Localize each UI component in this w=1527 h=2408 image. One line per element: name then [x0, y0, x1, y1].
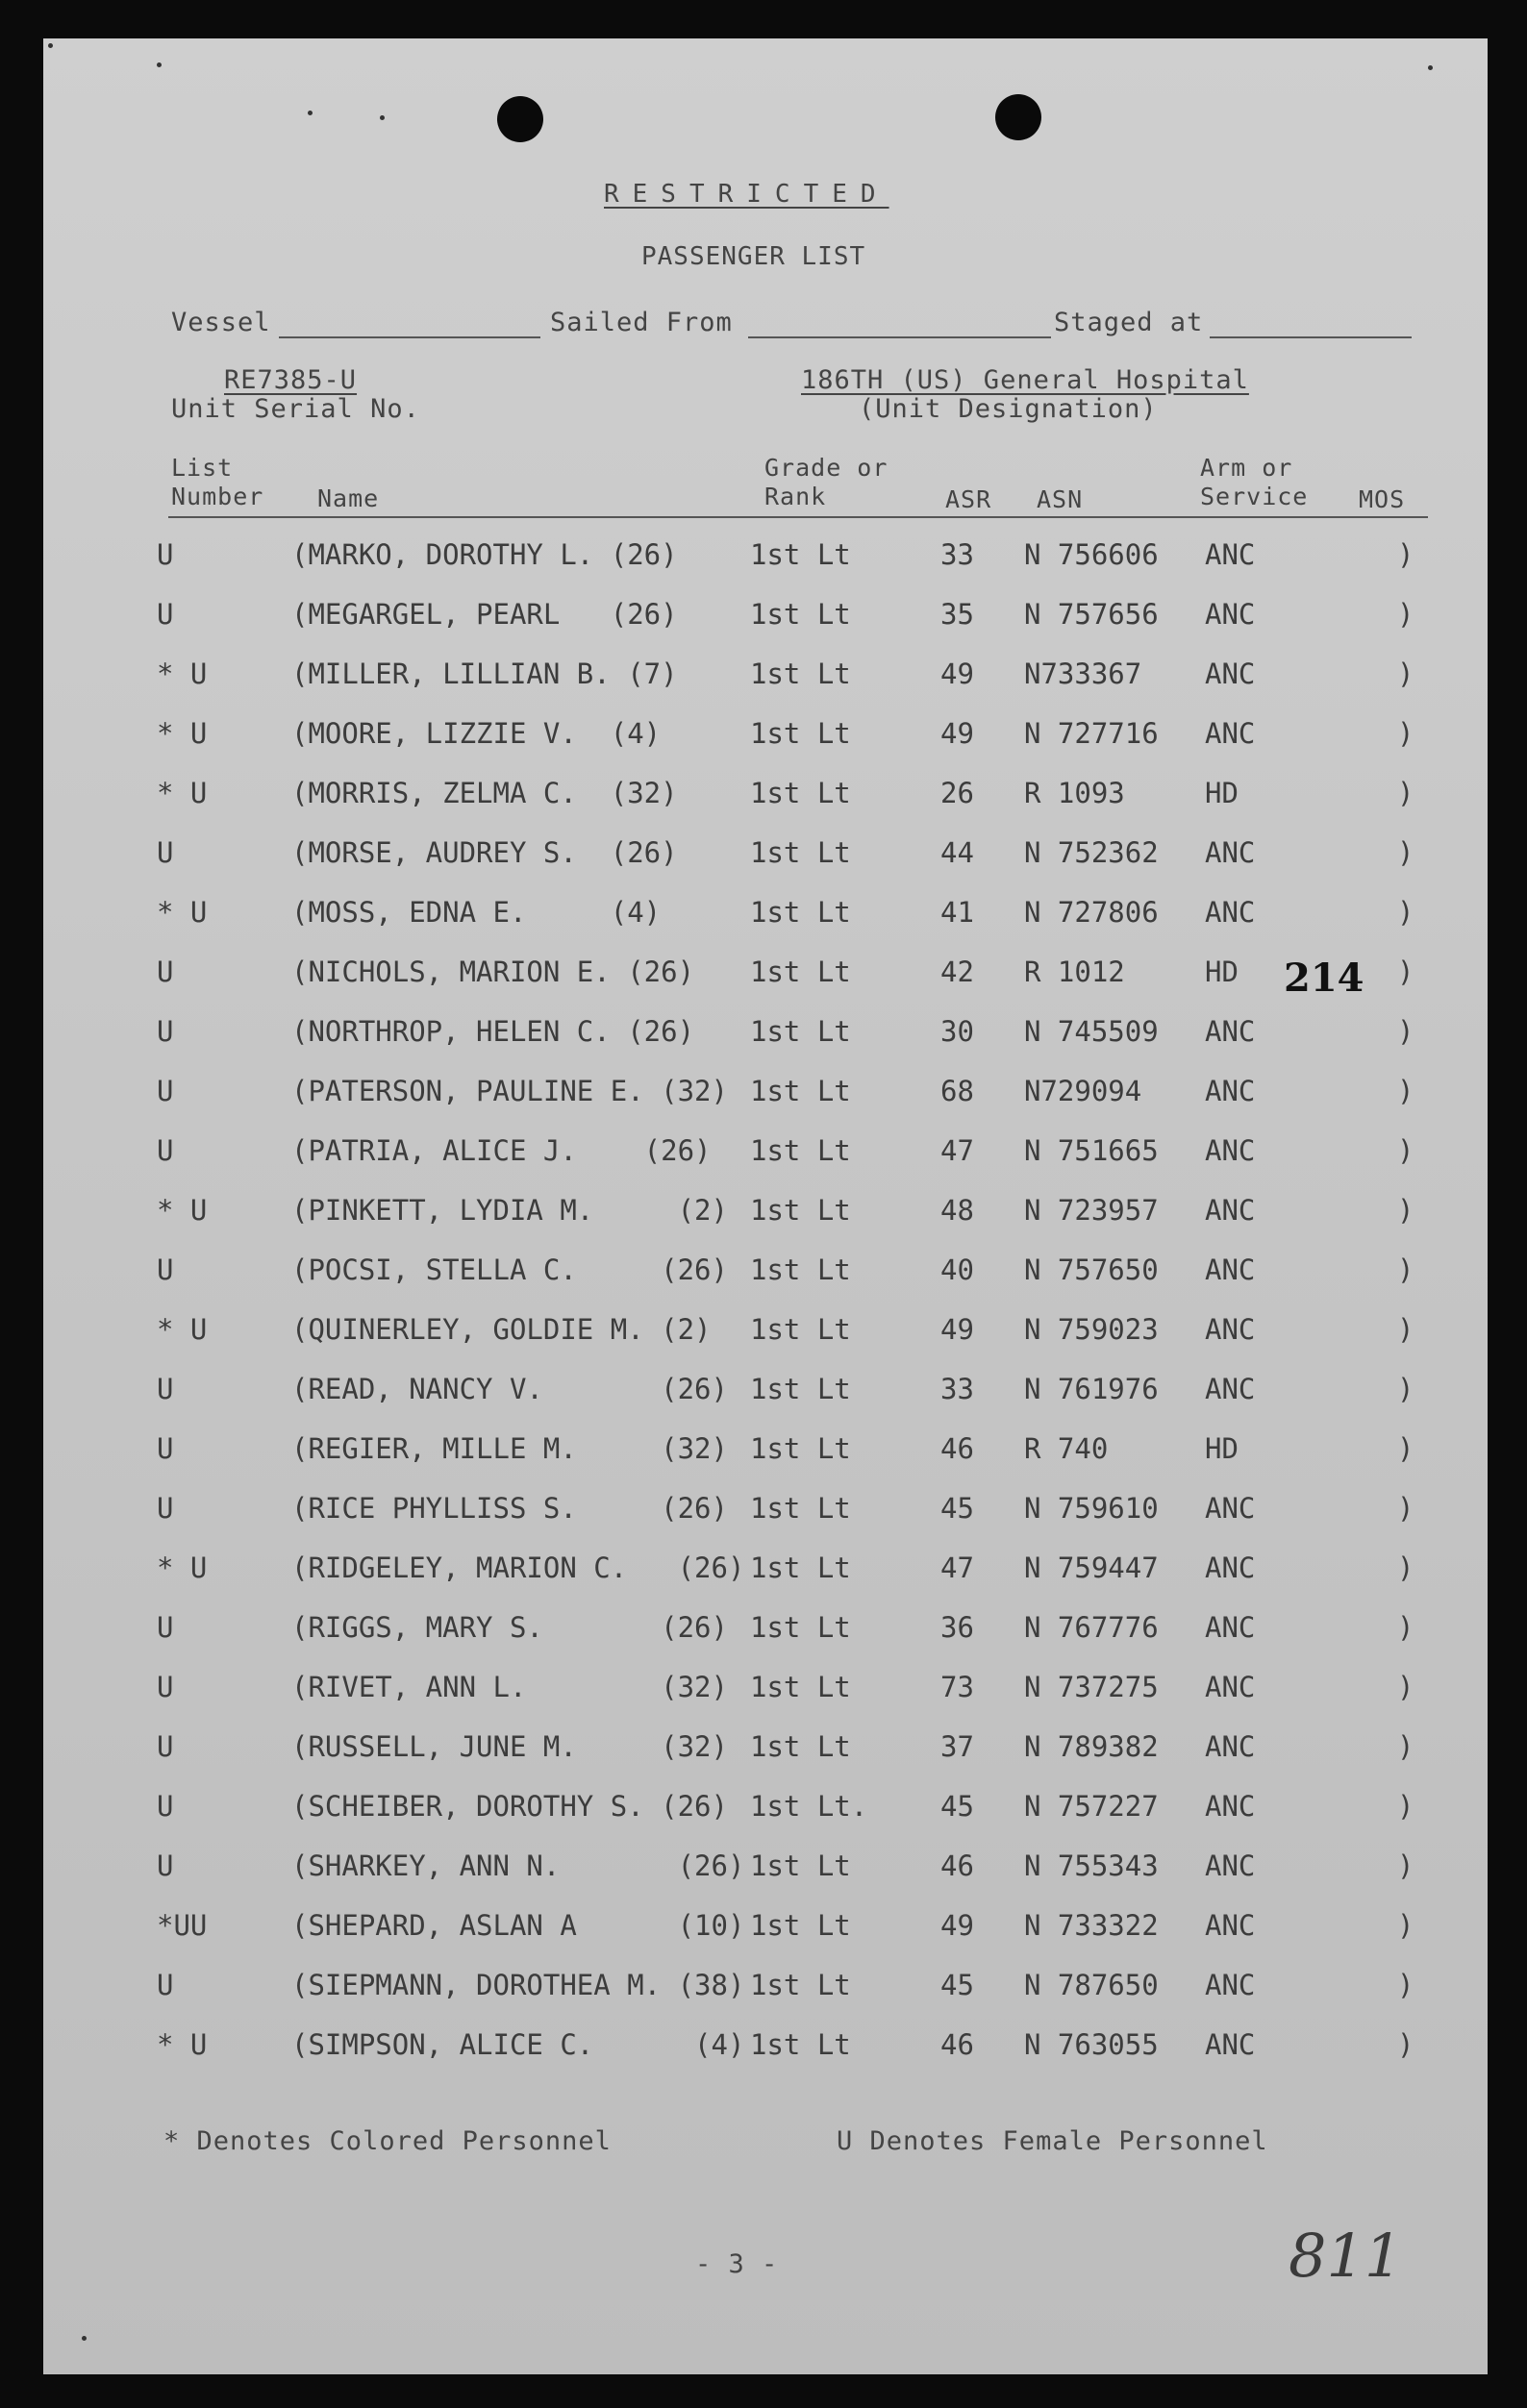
mos-value: )	[1397, 1194, 1414, 1227]
arm-service: ANC	[1205, 1790, 1256, 1823]
list-number: U	[157, 956, 174, 988]
grade-rank: 1st Lt	[750, 1254, 851, 1286]
col-arm-1: Arm or	[1200, 454, 1293, 482]
arm-service: ANC	[1205, 896, 1256, 929]
table-row	[43, 1909, 1488, 1948]
asr-value: 45	[940, 1492, 974, 1525]
mos-value: )	[1397, 1373, 1414, 1405]
arm-service: ANC	[1205, 1730, 1256, 1763]
list-number: * U	[157, 777, 208, 809]
arm-service: ANC	[1205, 1909, 1256, 1942]
asn-value: N 727716	[1024, 717, 1159, 750]
mos-value: )	[1397, 658, 1414, 690]
mos-value: )	[1397, 1671, 1414, 1703]
grade-rank: 1st Lt	[750, 1492, 851, 1525]
speck	[157, 62, 162, 67]
asn-value: N 761976	[1024, 1373, 1159, 1405]
table-row	[43, 598, 1488, 636]
asn-value: N 759610	[1024, 1492, 1159, 1525]
asr-value: 41	[940, 896, 974, 929]
asn-value: N 763055	[1024, 2028, 1159, 2061]
arm-service: ANC	[1205, 1492, 1256, 1525]
punch-hole-right	[995, 94, 1041, 140]
passenger-name: (PATRIA, ALICE J. (26)	[291, 1134, 712, 1167]
mos-value: )	[1397, 836, 1414, 869]
grade-rank: 1st Lt	[750, 1730, 851, 1763]
asr-value: 26	[940, 777, 974, 809]
grade-rank: 1st Lt	[750, 1075, 851, 1107]
passenger-name: (MEGARGEL, PEARL (26)	[291, 598, 678, 631]
arm-service: ANC	[1205, 598, 1256, 631]
list-number: * U	[157, 2028, 208, 2061]
asr-value: 40	[940, 1254, 974, 1286]
list-number: U	[157, 1849, 174, 1882]
asr-value: 37	[940, 1730, 974, 1763]
asr-value: 48	[940, 1194, 974, 1227]
document-page	[43, 38, 1488, 2374]
asr-value: 46	[940, 2028, 974, 2061]
female-personnel-note: U Denotes Female Personnel	[837, 2126, 1268, 2156]
mos-value: )	[1397, 1313, 1414, 1346]
asn-value: R 740	[1024, 1432, 1109, 1465]
staged-at-field-line	[1210, 336, 1412, 338]
list-number: * U	[157, 717, 208, 750]
table-row	[43, 1969, 1488, 2007]
list-number: * U	[157, 1552, 208, 1584]
asr-value: 44	[940, 836, 974, 869]
asn-value: N 767776	[1024, 1611, 1159, 1644]
asn-value: N 757227	[1024, 1790, 1159, 1823]
arm-service: ANC	[1205, 1611, 1256, 1644]
grade-rank: 1st Lt	[750, 538, 851, 571]
list-number: U	[157, 1432, 174, 1465]
grade-rank: 1st Lt	[750, 1194, 851, 1227]
list-number: U	[157, 1134, 174, 1167]
passenger-name: (RUSSELL, JUNE M. (32)	[291, 1730, 728, 1763]
unit-designation-label: (Unit Designation)	[859, 394, 1158, 424]
mos-value: )	[1397, 1015, 1414, 1048]
table-row	[43, 836, 1488, 875]
arm-service: ANC	[1205, 2028, 1256, 2061]
grade-rank: 1st Lt	[750, 598, 851, 631]
asn-value: N 752362	[1024, 836, 1159, 869]
list-number: U	[157, 1611, 174, 1644]
punch-hole-left	[497, 96, 543, 142]
mos-value: )	[1397, 2028, 1414, 2061]
arm-service: ANC	[1205, 717, 1256, 750]
asn-value: N 751665	[1024, 1134, 1159, 1167]
col-asn: ASN	[1037, 485, 1084, 513]
mos-value: )	[1397, 777, 1414, 809]
passenger-name: (MARKO, DOROTHY L. (26)	[291, 538, 678, 571]
staged-at-label: Staged at	[1054, 308, 1204, 337]
grade-rank: 1st Lt	[750, 1313, 851, 1346]
list-number: U	[157, 836, 174, 869]
grade-rank: 1st Lt	[750, 1552, 851, 1584]
asn-value: N 756606	[1024, 538, 1159, 571]
asn-value: R 1093	[1024, 777, 1125, 809]
document-title: PASSENGER LIST	[641, 242, 866, 271]
asn-value: N733367	[1024, 658, 1142, 690]
header-rule	[168, 516, 1428, 518]
grade-rank: 1st Lt	[750, 777, 851, 809]
grade-rank: 1st Lt	[750, 1134, 851, 1167]
asr-value: 73	[940, 1671, 974, 1703]
list-number: U	[157, 1969, 174, 2001]
table-row	[43, 1790, 1488, 1828]
asr-value: 36	[940, 1611, 974, 1644]
col-list-number-2: Number	[171, 483, 264, 510]
table-row	[43, 1075, 1488, 1113]
table-row	[43, 1849, 1488, 1888]
speck	[1428, 65, 1433, 70]
passenger-name: (NICHOLS, MARION E. (26)	[291, 956, 695, 988]
col-arm-2: Service	[1200, 483, 1309, 510]
asr-value: 47	[940, 1134, 974, 1167]
table-row	[43, 1015, 1488, 1054]
asn-value: N 727806	[1024, 896, 1159, 929]
asn-value: N 759447	[1024, 1552, 1159, 1584]
passenger-name: (MILLER, LILLIAN B. (7)	[291, 658, 678, 690]
arm-service: ANC	[1205, 1313, 1256, 1346]
asr-value: 33	[940, 1373, 974, 1405]
table-row	[43, 956, 1488, 1001]
arm-service: ANC	[1205, 836, 1256, 869]
passenger-name: (MOORE, LIZZIE V. (4)	[291, 717, 662, 750]
list-number: U	[157, 1373, 174, 1405]
asn-value: N 755343	[1024, 1849, 1159, 1882]
passenger-name: (SHARKEY, ANN N. (26)	[291, 1849, 745, 1882]
passenger-name: (REGIER, MILLE M. (32)	[291, 1432, 728, 1465]
grade-rank: 1st Lt	[750, 1611, 851, 1644]
grade-rank: 1st Lt	[750, 1373, 851, 1405]
mos-value: )	[1397, 1969, 1414, 2001]
table-row	[43, 1730, 1488, 1769]
table-row	[43, 1254, 1488, 1292]
speck	[308, 111, 313, 115]
list-number: *UU	[157, 1909, 208, 1942]
asn-value: N 757656	[1024, 598, 1159, 631]
asn-value: N 759023	[1024, 1313, 1159, 1346]
page-number: - 3 -	[695, 2249, 779, 2279]
table-row	[43, 2028, 1488, 2067]
vessel-field-line	[279, 336, 540, 338]
classification-header: RESTRICTED	[604, 180, 889, 209]
table-row	[43, 777, 1488, 815]
passenger-name: (MOSS, EDNA E. (4)	[291, 896, 662, 929]
unit-serial-label: Unit Serial No.	[171, 394, 420, 424]
asr-value: 30	[940, 1015, 974, 1048]
asr-value: 49	[940, 717, 974, 750]
passenger-name: (POCSI, STELLA C. (26)	[291, 1254, 728, 1286]
mos-value: )	[1397, 1909, 1414, 1942]
asn-value: N 737275	[1024, 1671, 1159, 1703]
asr-value: 35	[940, 598, 974, 631]
mos-value: )	[1397, 538, 1414, 571]
grade-rank: 1st Lt	[750, 658, 851, 690]
table-row	[43, 538, 1488, 577]
grade-rank: 1st Lt	[750, 1015, 851, 1048]
table-row	[43, 1671, 1488, 1709]
colored-personnel-note: * Denotes Colored Personnel	[163, 2126, 612, 2156]
mos-value: )	[1397, 1432, 1414, 1465]
list-number: U	[157, 1730, 174, 1763]
asr-value: 33	[940, 538, 974, 571]
asn-value: N 723957	[1024, 1194, 1159, 1227]
table-row	[43, 658, 1488, 696]
passenger-name: (SIEPMANN, DOROTHEA M. (38)	[291, 1969, 745, 2001]
mos-value: )	[1397, 1730, 1414, 1763]
handwritten-number: 811	[1289, 2221, 1403, 2291]
passenger-name: (READ, NANCY V. (26)	[291, 1373, 728, 1405]
col-name: Name	[317, 484, 380, 512]
mos-value: )	[1397, 896, 1414, 929]
arm-service: ANC	[1205, 1552, 1256, 1584]
grade-rank: 1st Lt.	[750, 1790, 868, 1823]
mos-value: )	[1397, 1134, 1414, 1167]
list-number: U	[157, 1254, 174, 1286]
mos-value: )	[1397, 956, 1414, 988]
asr-value: 49	[940, 1909, 974, 1942]
arm-service: ANC	[1205, 1194, 1256, 1227]
mos-value: )	[1397, 1552, 1414, 1584]
asr-value: 45	[940, 1790, 974, 1823]
arm-service: HD	[1205, 956, 1239, 988]
mos-value: )	[1397, 1075, 1414, 1107]
passenger-name: (MORRIS, ZELMA C. (32)	[291, 777, 678, 809]
col-mos: MOS	[1359, 485, 1406, 513]
table-row	[43, 1134, 1488, 1173]
table-row	[43, 1373, 1488, 1411]
arm-service: ANC	[1205, 1254, 1256, 1286]
passenger-name: (QUINERLEY, GOLDIE M. (2)	[291, 1313, 712, 1346]
list-number: * U	[157, 1194, 208, 1227]
arm-service: HD	[1205, 1432, 1239, 1465]
grade-rank: 1st Lt	[750, 1969, 851, 2001]
mos-value: )	[1397, 1611, 1414, 1644]
asn-value: N 789382	[1024, 1730, 1159, 1763]
list-number: * U	[157, 658, 208, 690]
col-grade-1: Grade or	[764, 454, 889, 482]
arm-service: ANC	[1205, 1671, 1256, 1703]
asr-value: 45	[940, 1969, 974, 2001]
grade-rank: 1st Lt	[750, 2028, 851, 2061]
arm-service: ANC	[1205, 1075, 1256, 1107]
grade-rank: 1st Lt	[750, 1849, 851, 1882]
passenger-name: (SCHEIBER, DOROTHY S. (26)	[291, 1790, 728, 1823]
arm-service: ANC	[1205, 1015, 1256, 1048]
passenger-name: (NORTHROP, HELEN C. (26)	[291, 1015, 695, 1048]
grade-rank: 1st Lt	[750, 717, 851, 750]
unit-designation-value: 186TH (US) General Hospital	[801, 365, 1249, 395]
speck	[380, 115, 385, 120]
grade-rank: 1st Lt	[750, 1432, 851, 1465]
mos-value: )	[1397, 598, 1414, 631]
table-row	[43, 1313, 1488, 1352]
asn-value: N729094	[1024, 1075, 1142, 1107]
sailed-from-field-line	[748, 336, 1051, 338]
mos-value: )	[1397, 717, 1414, 750]
sailed-from-label: Sailed From	[550, 308, 733, 337]
passenger-name: (RIDGELEY, MARION C. (26)	[291, 1552, 745, 1584]
asr-value: 46	[940, 1432, 974, 1465]
passenger-name: (SHEPARD, ASLAN A (10)	[291, 1909, 745, 1942]
grade-rank: 1st Lt	[750, 1671, 851, 1703]
grade-rank: 1st Lt	[750, 1909, 851, 1942]
handwritten-annotation: 214	[1284, 956, 1364, 1001]
passenger-name: (SIMPSON, ALICE C. (4)	[291, 2028, 745, 2061]
mos-value: )	[1397, 1790, 1414, 1823]
arm-service: HD	[1205, 777, 1239, 809]
mos-value: )	[1397, 1492, 1414, 1525]
asn-value: N 787650	[1024, 1969, 1159, 2001]
list-number: U	[157, 1075, 174, 1107]
arm-service: ANC	[1205, 538, 1256, 571]
asn-value: N 745509	[1024, 1015, 1159, 1048]
list-number: * U	[157, 1313, 208, 1346]
list-number: U	[157, 538, 174, 571]
grade-rank: 1st Lt	[750, 836, 851, 869]
passenger-name: (RIGGS, MARY S. (26)	[291, 1611, 728, 1644]
passenger-name: (RICE PHYLLISS S. (26)	[291, 1492, 728, 1525]
unit-serial-value: RE7385-U	[224, 365, 358, 395]
passenger-name: (MORSE, AUDREY S. (26)	[291, 836, 678, 869]
asn-value: N 733322	[1024, 1909, 1159, 1942]
arm-service: ANC	[1205, 1849, 1256, 1882]
speck	[82, 2336, 87, 2341]
asn-value: N 757650	[1024, 1254, 1159, 1286]
arm-service: ANC	[1205, 1134, 1256, 1167]
col-asr: ASR	[945, 485, 992, 513]
passenger-name: (RIVET, ANN L. (32)	[291, 1671, 728, 1703]
arm-service: ANC	[1205, 1969, 1256, 2001]
table-row	[43, 896, 1488, 934]
asr-value: 46	[940, 1849, 974, 1882]
speck	[48, 43, 53, 48]
vessel-label: Vessel	[171, 308, 271, 337]
list-number: U	[157, 598, 174, 631]
table-row	[43, 1194, 1488, 1232]
table-row	[43, 1492, 1488, 1530]
list-number: U	[157, 1492, 174, 1525]
table-row	[43, 717, 1488, 756]
list-number: * U	[157, 896, 208, 929]
asr-value: 47	[940, 1552, 974, 1584]
asr-value: 68	[940, 1075, 974, 1107]
grade-rank: 1st Lt	[750, 896, 851, 929]
asr-value: 49	[940, 1313, 974, 1346]
mos-value: )	[1397, 1849, 1414, 1882]
list-number: U	[157, 1790, 174, 1823]
table-row	[43, 1432, 1488, 1471]
mos-value: )	[1397, 1254, 1414, 1286]
table-row	[43, 1552, 1488, 1590]
col-grade-2: Rank	[764, 483, 827, 510]
col-list-number-1: List	[171, 454, 234, 482]
passenger-name: (PATERSON, PAULINE E. (32)	[291, 1075, 728, 1107]
arm-service: ANC	[1205, 1373, 1256, 1405]
list-number: U	[157, 1015, 174, 1048]
grade-rank: 1st Lt	[750, 956, 851, 988]
passenger-name: (PINKETT, LYDIA M. (2)	[291, 1194, 728, 1227]
arm-service: ANC	[1205, 658, 1256, 690]
asn-value: R 1012	[1024, 956, 1125, 988]
asr-value: 49	[940, 658, 974, 690]
table-row	[43, 1611, 1488, 1650]
asr-value: 42	[940, 956, 974, 988]
list-number: U	[157, 1671, 174, 1703]
